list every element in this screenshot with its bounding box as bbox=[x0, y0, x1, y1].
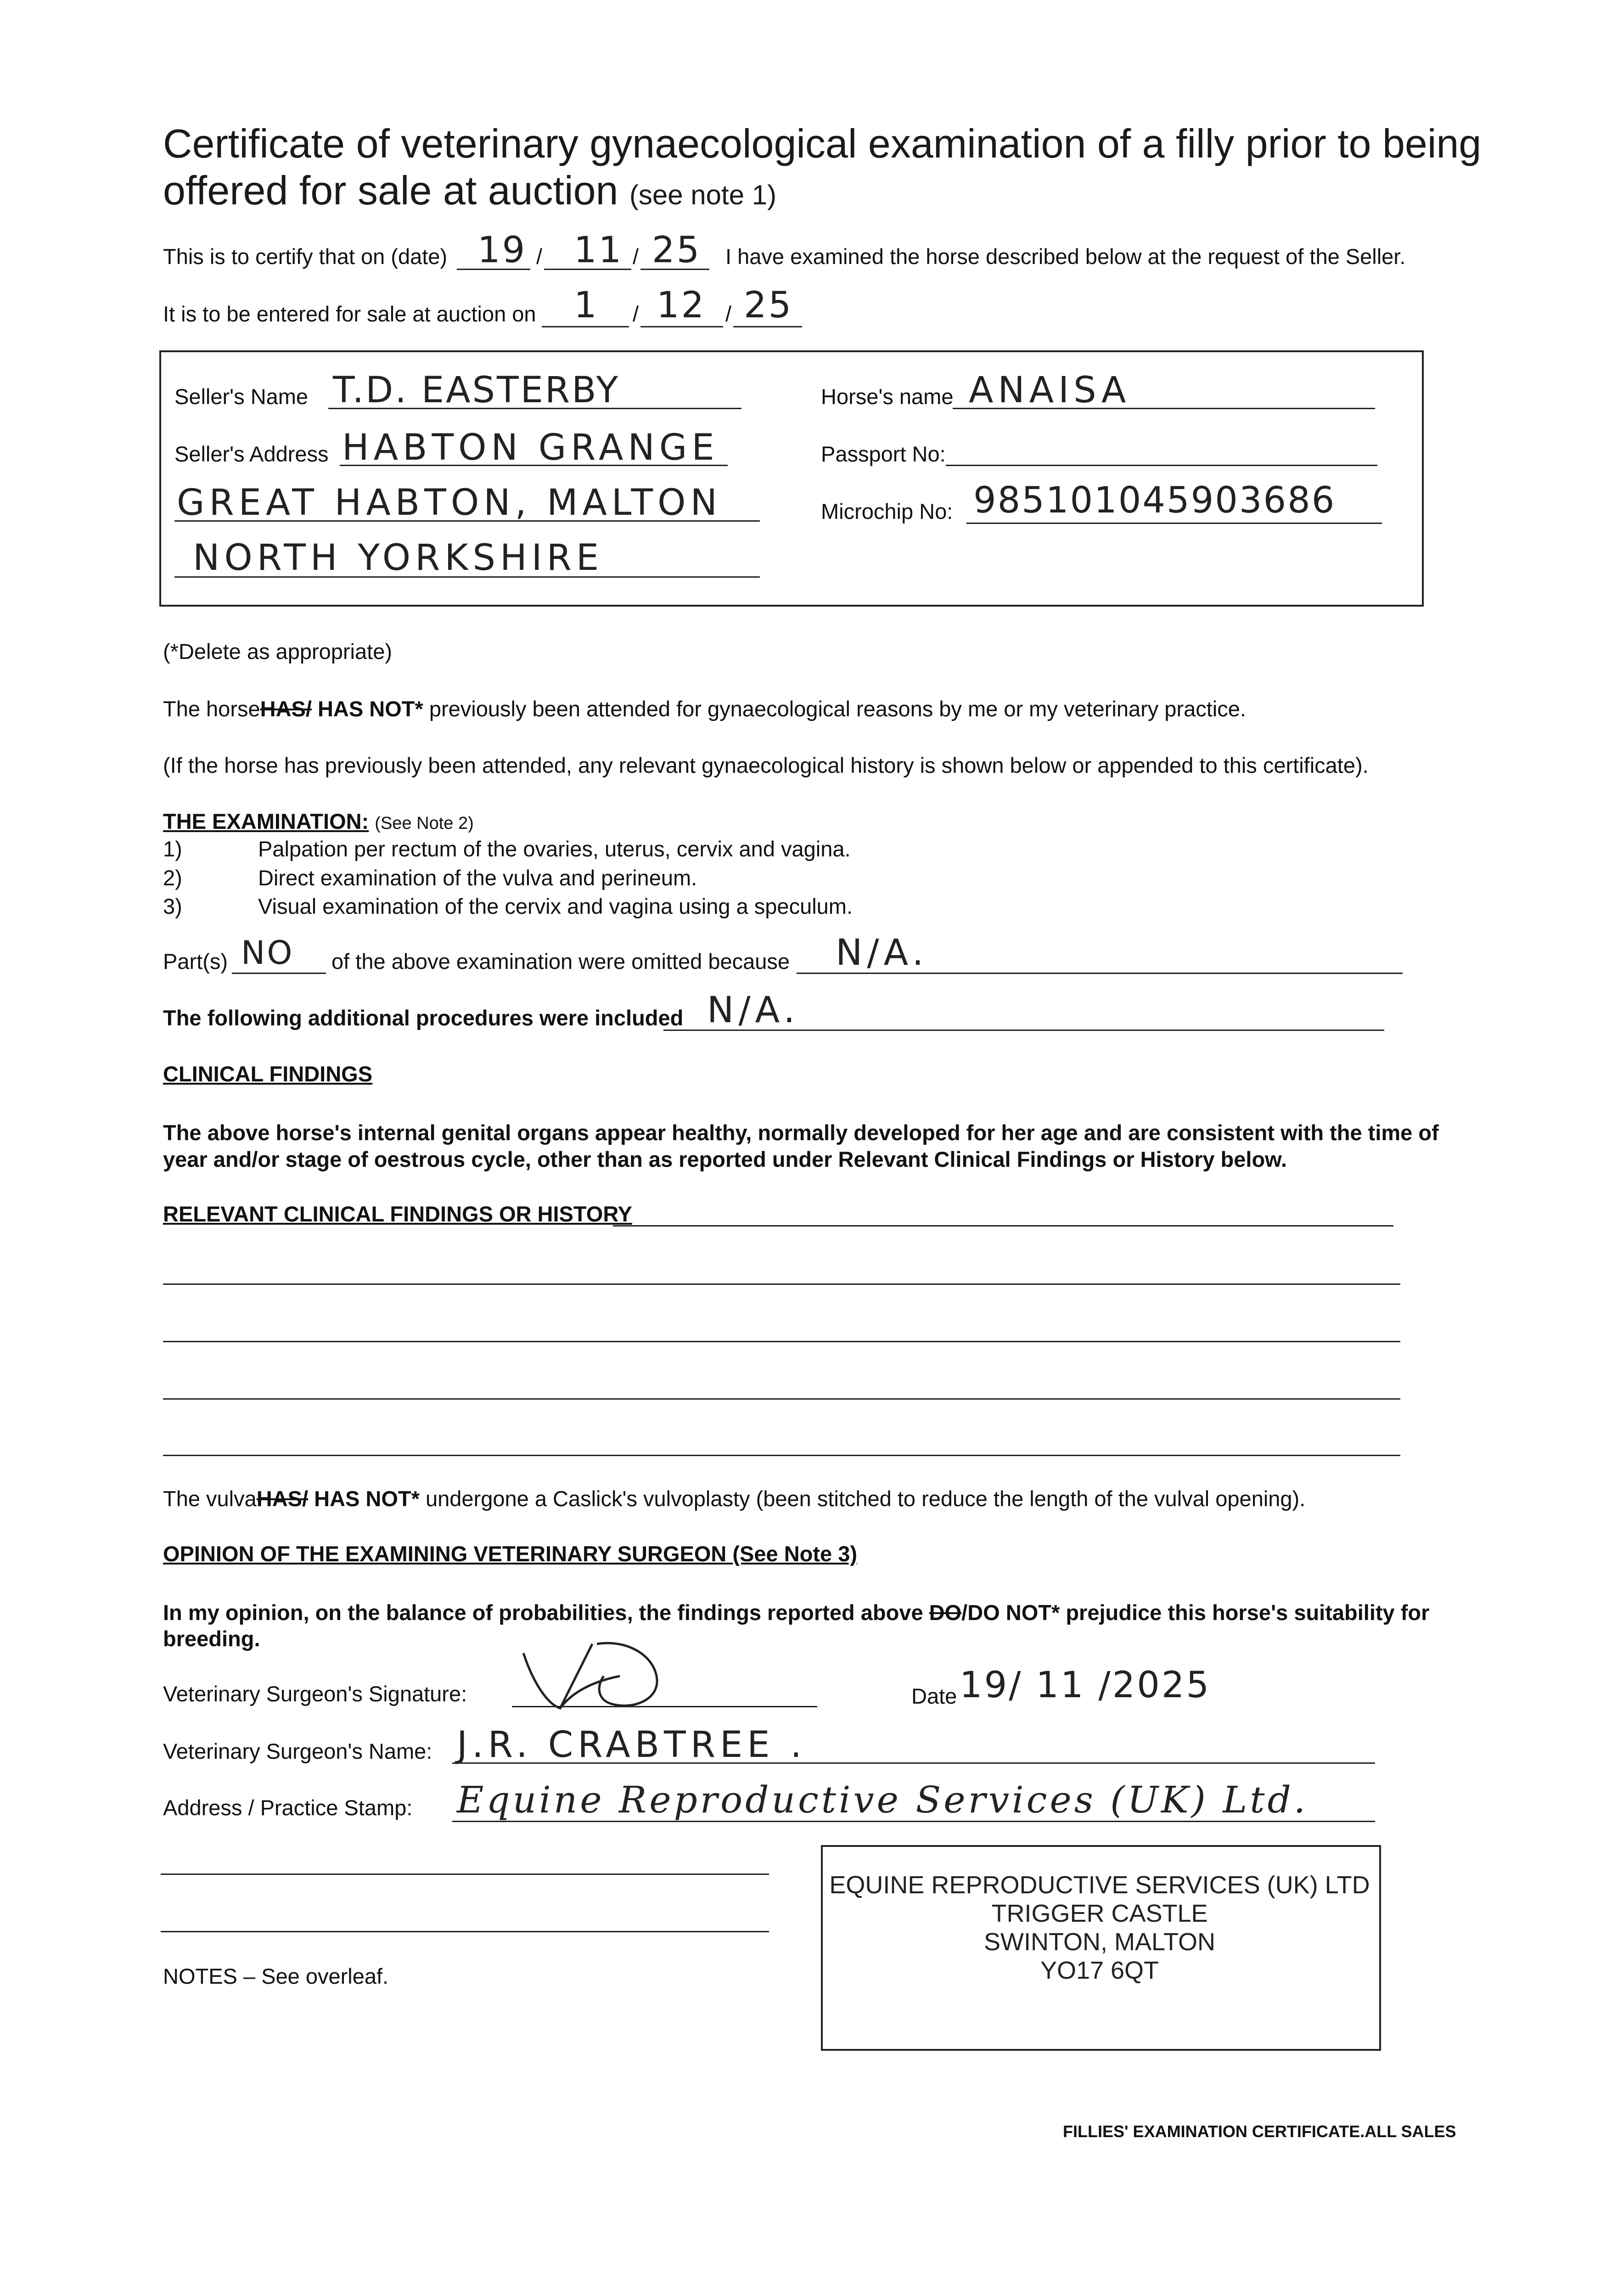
passport-label: Passport No: bbox=[821, 442, 946, 466]
auction-month: 12 bbox=[657, 285, 706, 326]
seller-name-label: Seller's Name bbox=[174, 384, 309, 409]
date-value: 19/ 11 /2025 bbox=[960, 1665, 1211, 1706]
attended-struck: HAS/ bbox=[260, 697, 312, 721]
auction-prefix: It is to be entered for sale at auction on bbox=[163, 302, 536, 326]
horse-name-value: ANAISA bbox=[969, 370, 1131, 411]
attended-bold: HAS NOT* bbox=[317, 697, 423, 721]
footer: FILLIES' EXAMINATION CERTIFICATE.ALL SALES bbox=[1063, 2122, 1456, 2141]
microchip-value: 985101045903686 bbox=[973, 480, 1336, 521]
auction-year: 25 bbox=[744, 285, 793, 326]
date-label: Date bbox=[911, 1684, 957, 1708]
stamp-line-2: TRIGGER CASTLE bbox=[991, 1900, 1208, 1927]
attended-note: (If the horse has previously been attended, any relevant gynaecological history is shown below or appended to this certificate). bbox=[163, 753, 1369, 777]
seller-address-line3: NORTH YORKSHIRE bbox=[193, 537, 604, 579]
additional-value: N/A. bbox=[707, 990, 800, 1031]
exam-item-3-text: Visual examination of the cervix and vagina using a speculum. bbox=[258, 894, 853, 918]
opinion-text: In my opinion, on the balance of probabilities, the findings reported above DO/DO NOT* prejudice this horse's suitability for bbox=[163, 1600, 1430, 1625]
microchip-label: Microchip No: bbox=[821, 499, 953, 523]
horse-name-label: Horse's name bbox=[821, 384, 954, 409]
vet-name-value: J.R. CRABTREE . bbox=[457, 1724, 807, 1766]
auction-day: 1 bbox=[574, 285, 599, 326]
signature-label: Veterinary Surgeon's Signature: bbox=[163, 1682, 467, 1706]
delete-note: (*Delete as appropriate) bbox=[163, 639, 392, 664]
relevant-heading: RELEVANT CLINICAL FINDINGS OR HISTORY bbox=[163, 1202, 632, 1226]
vet-name-label: Veterinary Surgeon's Name: bbox=[163, 1739, 432, 1763]
clinical-heading: CLINICAL FINDINGS bbox=[163, 1062, 373, 1086]
stamp-line-1: EQUINE REPRODUCTIVE SERVICES (UK) LTD bbox=[829, 1871, 1370, 1899]
title-note: (see note 1) bbox=[629, 180, 777, 210]
vulva-statement: The vulvaHAS/ HAS NOT* undergone a Caslick's vulvoplasty (been stitched to reduce the length of the vulval opening). bbox=[163, 1486, 1306, 1511]
signature-mark bbox=[505, 1626, 689, 1717]
certify-month: 11 bbox=[574, 230, 623, 271]
page-title bbox=[163, 120, 1494, 219]
additional-label: The following additional procedures were included bbox=[163, 1006, 684, 1030]
omitted-reason: N/A. bbox=[836, 932, 928, 974]
exam-item-1-text: Palpation per rectum of the ovaries, uterus, cervix and vagina. bbox=[258, 837, 851, 861]
title-main: Certificate of veterinary gynaecological examination of a filly prior to being offered for sale at auction bbox=[163, 121, 1482, 213]
vulva-struck: HAS/ bbox=[256, 1486, 309, 1511]
opinion-heading: OPINION OF THE EXAMINING VETERINARY SURGEON (See Note 3) bbox=[163, 1542, 858, 1566]
seller-address-line1: HABTON GRANGE bbox=[342, 427, 719, 468]
seller-address-label: Seller's Address bbox=[174, 442, 329, 466]
address-value: Equine Reproductive Services (UK) Ltd. bbox=[457, 1778, 1309, 1821]
exam-item-1-num: 1) bbox=[163, 837, 182, 861]
certify-year: 25 bbox=[652, 230, 702, 271]
opinion-struck: DO bbox=[929, 1600, 962, 1625]
seller-address-line2: GREAT HABTON, MALTON bbox=[177, 482, 722, 523]
notes: NOTES – See overleaf. bbox=[163, 1964, 389, 1988]
omitted-middle: of the above examination were omitted because bbox=[331, 949, 790, 974]
exam-item-2-num: 2) bbox=[163, 866, 182, 890]
omitted-prefix: Part(s) bbox=[163, 949, 228, 974]
stamp-line-3: SWINTON, MALTON bbox=[983, 1928, 1216, 1956]
seller-name-value: T.D. EASTERBY bbox=[333, 370, 620, 411]
attended-statement: The horseHAS/ HAS NOT* previously been attended for gynaecological reasons by me or my veterinary practice. bbox=[163, 697, 1246, 721]
exam-item-3-num: 3) bbox=[163, 894, 182, 918]
vulva-bold: HAS NOT* bbox=[314, 1486, 420, 1511]
clinical-statement: The above horse's internal genital organs appear healthy, normally developed for her age and are consistent with the time of year and/or stage of oestrous cycle, other than as reported under Relevant Clinical Findings or History below. bbox=[163, 1120, 1439, 1171]
stamp-line-4: YO17 6QT bbox=[1040, 1957, 1159, 1984]
certify-day: 19 bbox=[477, 230, 527, 271]
examination-heading: THE EXAMINATION: (See Note 2) bbox=[163, 809, 474, 833]
opinion-text-end: breeding. bbox=[163, 1626, 260, 1651]
certify-prefix: This is to certify that on (date) bbox=[163, 244, 448, 269]
exam-item-2-text: Direct examination of the vulva and perineum. bbox=[258, 866, 697, 890]
certify-suffix: I have examined the horse described below at the request of the Seller. bbox=[725, 244, 1406, 269]
omitted-value: NO bbox=[241, 934, 294, 972]
address-label: Address / Practice Stamp: bbox=[163, 1795, 413, 1820]
